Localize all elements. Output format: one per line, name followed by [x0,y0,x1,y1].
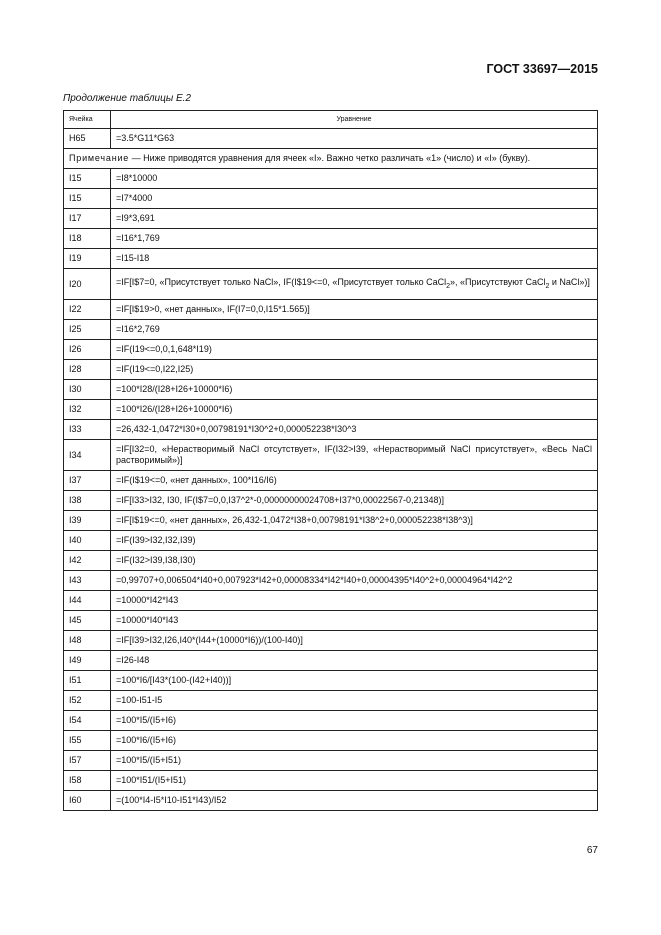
table-row [64,169,598,189]
cell-equation: =10000*I42*I43 [111,591,598,611]
header-cell: Ячейка [64,111,111,129]
table-row [64,731,598,751]
cell-id: I37 [64,471,111,491]
table-caption: Продолжение таблицы Е.2 [63,93,191,104]
cell-equation: =IF(I19<=0,0,1,648*I19) [111,340,598,360]
table-row [64,571,598,591]
cell-equation: =I15-I18 [111,249,598,269]
table-row [64,511,598,531]
table-row [64,380,598,400]
table-row [64,129,598,149]
cell-equation: =100*I51/(I5+I51) [111,771,598,791]
table-row [64,340,598,360]
cell-id: I22 [64,300,111,320]
equation-part: =IF[I$7=0, «Присутствует только NaCl», IF(I$19<=0, «Присутствует только CaCl [116,276,447,287]
subscript: 2 [446,282,451,290]
cell-equation: =IF[I33>I32, I30, IF(I$7=0,0,I37^2*-0,00000000024708+I37*0,00022567-0,21348)] [111,491,598,511]
cell-equation: =100*I28/(I28+I26+10000*I6) [111,380,598,400]
equation-part: », «Присутствуют CaCl [450,276,546,287]
cell-equation: =I26-I48 [111,651,598,671]
table-row [64,771,598,791]
table-row [64,400,598,420]
table-row [64,471,598,491]
table-row [64,420,598,440]
cell-equation: =(100*I4-I5*I10-I51*I43)/I52 [111,791,598,811]
cell-equation: =0,99707+0,006504*I40+0,007923*I42+0,00008334*I42*I40+0,00004395*I40^2+0,00004964*I42^2 [111,571,598,591]
table-note-row [64,149,598,169]
cell-equation: =100*I5/(I5+I51) [111,751,598,771]
cell-equation: =IF[I39>I32,I26,I40*(I44+(10000*I6))/(100-I40)] [111,631,598,651]
cell-id: I57 [64,751,111,771]
table-row [64,440,598,471]
cell-id: I18 [64,229,111,249]
table-row [64,671,598,691]
cell-id: I30 [64,380,111,400]
standard-code: ГОСТ 33697—2015 [486,62,598,76]
page-number: 67 [586,845,598,856]
cell-equation: =IF(I$19<=0, «нет данных», 100*I16/I6) [111,471,598,491]
table-row [64,491,598,511]
cell-id: I48 [64,631,111,651]
table-row [64,611,598,631]
cell-id: I38 [64,491,111,511]
cell-equation: =I7*4000 [111,189,598,209]
subscript: 2 [545,282,550,290]
table-row [64,751,598,771]
table-row [64,229,598,249]
cell-id: I54 [64,711,111,731]
cell-id: I25 [64,320,111,340]
cell-id: I39 [64,511,111,531]
cell-equation: =IF(I39>I32,I32,I39) [111,531,598,551]
cell-equation: =100*I6/(I5+I6) [111,731,598,751]
cell-id: I43 [64,571,111,591]
table-row [64,631,598,651]
cell-id: I40 [64,531,111,551]
cell-id: I32 [64,400,111,420]
equation-part: и NaCl»)] [549,276,590,287]
cell-equation: =10000*I40*I43 [111,611,598,631]
cell-equation: =IF[I32=0, «Нерастворимый NaCl отсутствует», IF(I32>I39, «Нерастворимый NaCl присутствует», «Весь NaCl растворимый»)] [111,440,598,471]
cell-id: H65 [64,129,111,149]
cell-id: I34 [64,440,111,471]
table-row [64,711,598,731]
table-row [64,320,598,340]
equations-table [63,110,598,811]
cell-id: I20 [64,269,111,300]
cell-id: I45 [64,611,111,631]
table-header-row [64,111,598,129]
cell-id: I28 [64,360,111,380]
cell-equation: =3.5*G11*G63 [111,129,598,149]
note-lead: Примечание [69,153,130,163]
cell-equation: =26,432-1,0472*I30+0,00798191*I30^2+0,000052238*I30^3 [111,420,598,440]
note-text: — Ниже приводятся уравнения для ячеек «I». Важно четко различать «1» (число) и «I» (букву). [129,153,531,163]
table-row [64,591,598,611]
cell-equation: =IF(I32>I39,I38,I30) [111,551,598,571]
table-row [64,791,598,811]
cell-equation: =100*I6/[I43*(100-(I42+I40))] [111,671,598,691]
cell-id: I42 [64,551,111,571]
header-equation: Уравнение [111,111,598,129]
cell-id: I33 [64,420,111,440]
table-row [64,360,598,380]
table-row [64,249,598,269]
cell-id: I15 [64,169,111,189]
cell-equation: =100-I51-I5 [111,691,598,711]
cell-equation: =IF[I$19<=0, «нет данных», 26,432-1,0472*I38+0,00798191*I38^2+0,000052238*I38^3)] [111,511,598,531]
cell-id: I51 [64,671,111,691]
cell-id: I55 [64,731,111,751]
table-row [64,551,598,571]
cell-equation: =IF[I$19>0, «нет данных», IF(I7=0,0,I15*1.565)] [111,300,598,320]
cell-id: I19 [64,249,111,269]
cell-id: I44 [64,591,111,611]
cell-equation: =100*I5/(I5+I6) [111,711,598,731]
cell-equation: =I16*2,769 [111,320,598,340]
cell-equation: =I8*10000 [111,169,598,189]
cell-equation: =100*I26/(I28+I26+10000*I6) [111,400,598,420]
table-row [64,531,598,551]
table-row [64,189,598,209]
table-row [64,651,598,671]
table-row [64,300,598,320]
table-note [64,149,598,169]
cell-id: I17 [64,209,111,229]
cell-equation: =I9*3,691 [111,209,598,229]
cell-id: I15 [64,189,111,209]
cell-id: I58 [64,771,111,791]
table-row [64,269,598,300]
cell-id: I26 [64,340,111,360]
table-body [64,129,598,811]
table-row [64,209,598,229]
cell-id: I60 [64,791,111,811]
cell-equation: =IF(I19<=0,I22,I25) [111,360,598,380]
table-row [64,691,598,711]
cell-id: I52 [64,691,111,711]
cell-equation: =I16*1,769 [111,229,598,249]
cell-id: I49 [64,651,111,671]
cell-equation [111,269,598,300]
